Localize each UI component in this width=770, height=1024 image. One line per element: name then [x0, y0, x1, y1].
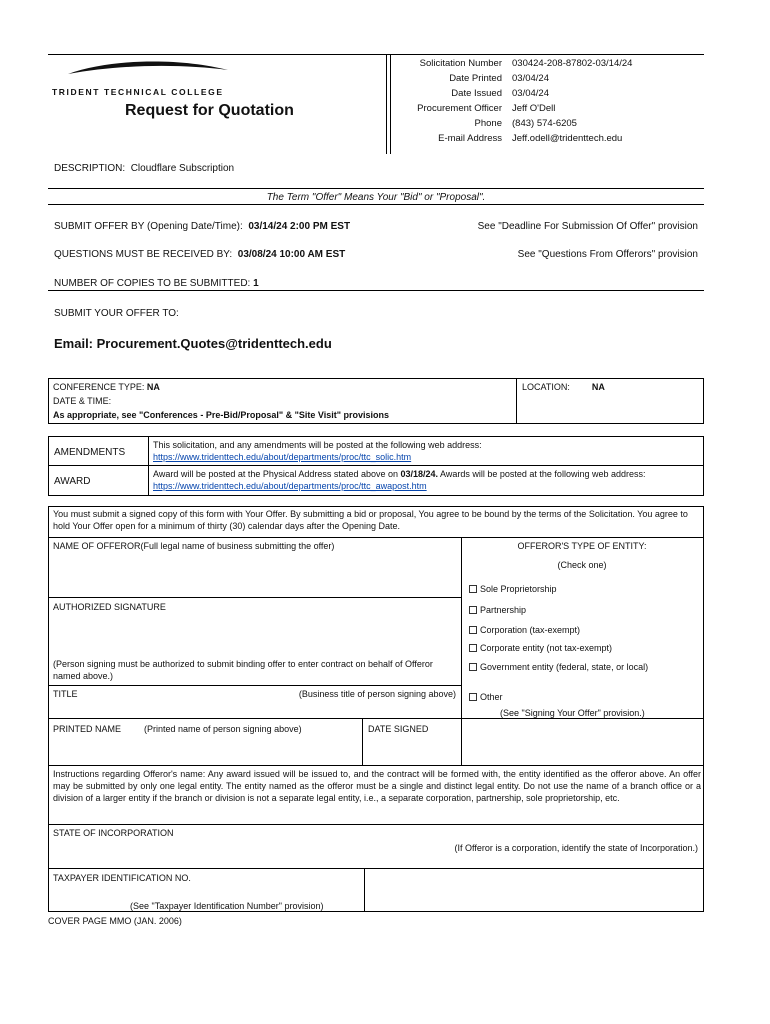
header-info-row: [396, 56, 706, 71]
header-info-row: [396, 86, 706, 101]
header-info-label: Phone: [474, 118, 502, 129]
instructions: Instructions regarding Offeror's name: Any award issued will be issued to, and the contract will be formed with, the entity identified as the offeror above. An offer may be submitted by only one legal entity. The entity named as the offeror must be a single and distinct legal entity. Do not use the name of a branch office or a division of a larger entity if the branch or division is not a separate legal entity, i.e., a separate corporation, partnership, sole proprietorship, etc.: [53, 769, 701, 803]
checkbox[interactable]: [469, 663, 477, 671]
logo-text: TRIDENT TECHNICAL COLLEGE: [52, 87, 224, 97]
header-info-value: 03/04/24: [512, 73, 549, 84]
conference-datetime: DATE & TIME:: [53, 396, 112, 406]
header-info: [396, 56, 706, 146]
checkbox[interactable]: [469, 585, 477, 593]
award-text: Award will be posted at the Physical Address stated above on 03/18/24. Awards will be posted at the following web address: https://www.tridenttech.edu/about/departments/proc/ttc_awapost.htm: [153, 469, 646, 491]
copies: NUMBER OF COPIES TO BE SUBMITTED: 1: [54, 278, 259, 289]
header-info-value: Jeff O'Dell: [512, 103, 556, 114]
header-info-value: (843) 574-6205: [512, 118, 577, 129]
header-info-label: Date Issued: [451, 88, 502, 99]
entity-blank-field[interactable]: [462, 719, 703, 764]
page-title: Request for Quotation: [125, 102, 294, 119]
taxpayer-field[interactable]: [365, 869, 703, 911]
state-field[interactable]: [49, 838, 703, 867]
description: DESCRIPTION: Cloudflare Subscription: [54, 163, 235, 174]
entity-check: (Check one): [557, 560, 607, 570]
entity-title: OFFEROR'S TYPE OF ENTITY:: [517, 541, 647, 551]
state-label: STATE OF INCORPORATION: [53, 828, 174, 838]
signature-label: AUTHORIZED SIGNATURE: [53, 602, 166, 612]
title-field[interactable]: [49, 702, 460, 717]
award-link[interactable]: https://www.tridenttech.edu/about/departments/proc/ttc_awapost.htm: [153, 481, 427, 491]
header-info-label: Date Printed: [449, 73, 502, 84]
entity-option-government[interactable]: Government entity (federal, state, or local): [469, 661, 648, 673]
header-info-value: 03/04/24: [512, 88, 549, 99]
award-label: AWARD: [54, 476, 91, 487]
header-info-row: [396, 101, 706, 116]
date-signed-field[interactable]: [363, 737, 461, 764]
header-info-row: [396, 71, 706, 86]
printed-name-label: PRINTED NAME: [53, 724, 122, 734]
printed-name-field[interactable]: [49, 737, 361, 764]
logo-swoosh-icon: [52, 56, 232, 82]
entity-option-partnership[interactable]: Partnership: [469, 604, 526, 616]
entity-option-sole[interactable]: Sole Proprietorship: [469, 583, 557, 595]
header-info-label: E-mail Address: [438, 133, 502, 144]
footer: COVER PAGE MMO (JAN. 2006): [48, 916, 182, 926]
submit-offer-see: See "Deadline For Submission Of Offer" provision: [477, 221, 698, 232]
entity-option-corp-not-exempt[interactable]: Corporate entity (not tax-exempt): [469, 642, 612, 654]
logo: [52, 56, 232, 96]
title-label: TITLE: [53, 689, 78, 699]
taxpayer-note: (See "Taxpayer Identification Number" provision): [130, 901, 324, 911]
signature-note: (Person signing must be authorized to submit binding offer to enter contract on behalf of Offeror named above.): [53, 659, 433, 681]
date-signed-label: DATE SIGNED: [368, 724, 429, 734]
header-info-label: Procurement Officer: [417, 103, 502, 114]
offeror-name-label: NAME OF OFFEROR(Full legal name of business submitting the offer): [53, 541, 335, 551]
conference-location: LOCATION: NA: [522, 382, 605, 392]
offeror-name-field[interactable]: [49, 553, 460, 596]
amendments-link[interactable]: https://www.tridenttech.edu/about/departments/proc/ttc_solic.htm: [153, 452, 412, 462]
submit-to-label: SUBMIT YOUR OFFER TO:: [54, 308, 179, 319]
questions: QUESTIONS MUST BE RECEIVED BY: 03/08/24 10:00 AM EST: [54, 249, 346, 260]
taxpayer-label: TAXPAYER IDENTIFICATION NO.: [53, 873, 191, 883]
checkbox[interactable]: [469, 644, 477, 652]
term-note: The Term "Offer" Means Your "Bid" or "Proposal".: [266, 192, 486, 203]
entity-other-note: (See "Signing Your Offer" provision.): [500, 708, 645, 718]
submit-email: Email: Procurement.Quotes@tridenttech.edu: [54, 336, 332, 351]
entity-option-other[interactable]: Other: [469, 691, 503, 703]
submit-offer: SUBMIT OFFER BY (Opening Date/Time): 03/14/24 2:00 PM EST: [54, 221, 351, 232]
amendments-label: AMENDMENTS: [54, 447, 126, 458]
checkbox[interactable]: [469, 606, 477, 614]
header-info-value: 030424-208-87802-03/14/24: [512, 58, 633, 69]
header-info-row: [396, 131, 706, 146]
checkbox[interactable]: [469, 693, 477, 701]
header-info-label: Solicitation Number: [419, 58, 502, 69]
header-info-row: [396, 116, 706, 131]
offer-intro: You must submit a signed copy of this form with Your Offer. By submitting a bid or proposal, You agree to be bound by the terms of the Solicitation. You agree to hold Your Offer open for a minimum of thirty (30) calendar days after the Opening Date.: [53, 509, 688, 531]
signature-field[interactable]: [49, 614, 460, 654]
state-note: (If Offeror is a corporation, identify the state of Incorporation.): [454, 843, 698, 853]
conference-note: As appropriate, see "Conferences - Pre-Bid/Proposal" & "Site Visit" provisions: [53, 410, 389, 420]
checkbox[interactable]: [469, 626, 477, 634]
questions-see: See "Questions From Offerors" provision: [517, 249, 698, 260]
header-info-value: Jeff.odell@tridenttech.edu: [512, 133, 623, 144]
amendments-text: This solicitation, and any amendments will be posted at the following web address: https://www.tridenttech.edu/about/departments/proc/ttc_solic.htm: [153, 440, 482, 462]
title-note: (Business title of person signing above): [298, 689, 456, 699]
entity-option-corp-exempt[interactable]: Corporation (tax-exempt): [469, 624, 580, 636]
printed-name-note: (Printed name of person signing above): [144, 724, 302, 734]
conference-type: CONFERENCE TYPE: NA: [53, 382, 160, 392]
